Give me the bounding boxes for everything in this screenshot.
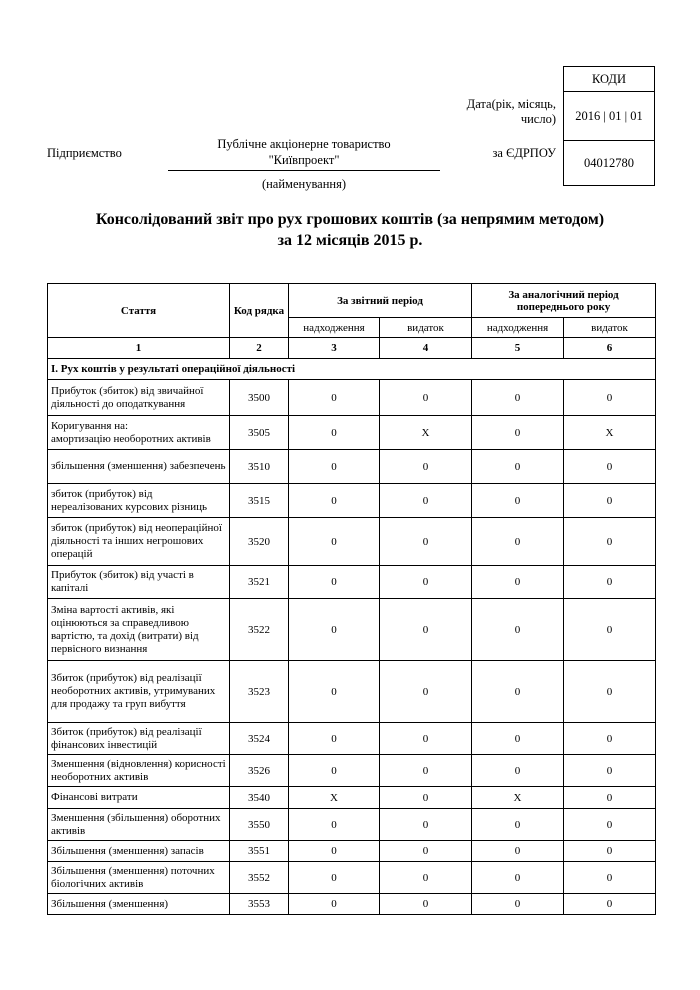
row-value: 0 xyxy=(564,809,656,841)
row-code: 3522 xyxy=(230,599,289,661)
row-value: 0 xyxy=(472,416,564,450)
table-row xyxy=(48,661,656,723)
row-value: 0 xyxy=(472,755,564,787)
row-value: 0 xyxy=(380,380,472,416)
cash-flow-table xyxy=(47,283,656,915)
table-row xyxy=(48,416,656,450)
table-row xyxy=(48,566,656,599)
column-number: 1 xyxy=(48,338,230,359)
row-value: 0 xyxy=(380,894,472,915)
row-value: 0 xyxy=(380,723,472,755)
row-value: 0 xyxy=(472,809,564,841)
row-value: 0 xyxy=(289,484,380,518)
header-reporting-period: За звітний період xyxy=(289,284,472,318)
row-value: 0 xyxy=(472,862,564,894)
row-value: 0 xyxy=(289,518,380,566)
header-code: Код рядка xyxy=(230,284,289,338)
row-value: 0 xyxy=(472,841,564,862)
row-article: Збільшення (зменшення) поточних біологічних активів xyxy=(48,862,230,894)
row-value: X xyxy=(472,787,564,809)
row-code: 3521 xyxy=(230,566,289,599)
date-value: 2016 | 01 | 01 xyxy=(564,92,655,141)
header-outflow-current: видаток xyxy=(380,318,472,338)
row-value: 0 xyxy=(564,894,656,915)
enterprise-name-line2: "Київпроект" xyxy=(268,153,340,167)
enterprise-name-line1: Публічне акціонерне товариство xyxy=(217,137,391,151)
date-label-line1: Дата(рік, місяць, xyxy=(466,97,556,111)
row-article: збільшення (зменшення) забезпечень xyxy=(48,450,230,484)
row-value: 0 xyxy=(472,894,564,915)
row-code: 3552 xyxy=(230,862,289,894)
row-value: 0 xyxy=(472,518,564,566)
row-code: 3551 xyxy=(230,841,289,862)
date-label xyxy=(420,97,556,127)
row-value: 0 xyxy=(289,809,380,841)
section-title: I. Рух коштів у результаті операційної діяльності xyxy=(48,359,656,380)
table-row xyxy=(48,450,656,484)
row-value: 0 xyxy=(472,450,564,484)
table-row xyxy=(48,841,656,862)
row-value: 0 xyxy=(380,862,472,894)
row-value: 0 xyxy=(289,723,380,755)
row-code: 3520 xyxy=(230,518,289,566)
row-article: Прибуток (збиток) від участі в капіталі xyxy=(48,566,230,599)
row-code: 3526 xyxy=(230,755,289,787)
column-number: 4 xyxy=(380,338,472,359)
row-value: 0 xyxy=(564,723,656,755)
column-number: 6 xyxy=(564,338,656,359)
row-article: Фінансові витрати xyxy=(48,787,230,809)
date-label-line2: число) xyxy=(520,112,556,126)
table-row xyxy=(48,599,656,661)
header-inflow-current: надходження xyxy=(289,318,380,338)
report-title-line2: за 12 місяців 2015 р. xyxy=(277,232,423,249)
row-article: Зменшення (відновлення) корисності необоротних активів xyxy=(48,755,230,787)
row-value: 0 xyxy=(380,599,472,661)
row-code: 3500 xyxy=(230,380,289,416)
row-value: 0 xyxy=(564,518,656,566)
row-article: Зменшення (збільшення) оборотних активів xyxy=(48,809,230,841)
row-value: 0 xyxy=(380,484,472,518)
report-title-line1: Консолідований звіт про рух грошових коштів (за непрямим методом) xyxy=(95,211,605,228)
enterprise-name xyxy=(168,136,440,168)
enterprise-label: Підприємство xyxy=(47,146,122,160)
row-article: Збільшення (зменшення) запасів xyxy=(48,841,230,862)
row-article: Зміна вартості активів, які оцінюються за справедливою вартістю, та дохід (витрати) від первісного визнання xyxy=(48,599,230,661)
row-value: X xyxy=(289,787,380,809)
header-outflow-prev: видаток xyxy=(564,318,656,338)
row-article: збиток (прибуток) від нереалізованих курсових різниць xyxy=(48,484,230,518)
table-row xyxy=(48,809,656,841)
table-row xyxy=(48,723,656,755)
row-value: 0 xyxy=(380,755,472,787)
name-caption: (найменування) xyxy=(261,177,347,191)
header-prev-period: За аналогічний період попереднього року xyxy=(472,284,656,318)
row-value: 0 xyxy=(380,450,472,484)
table-row xyxy=(48,380,656,416)
header-article: Стаття xyxy=(48,284,230,338)
row-value: 0 xyxy=(564,787,656,809)
column-numbers-row xyxy=(48,338,656,359)
row-code: 3524 xyxy=(230,723,289,755)
row-value: 0 xyxy=(289,599,380,661)
row-code: 3505 xyxy=(230,416,289,450)
row-value: 0 xyxy=(564,566,656,599)
row-article: Коригування на: амортизацію необоротних активів xyxy=(48,416,230,450)
row-value: 0 xyxy=(289,416,380,450)
row-article: Збиток (прибуток) від реалізації фінансових інвестицій xyxy=(48,723,230,755)
row-value: 0 xyxy=(472,484,564,518)
row-code: 3523 xyxy=(230,661,289,723)
row-value: 0 xyxy=(564,380,656,416)
row-value: 0 xyxy=(289,566,380,599)
row-article: Збільшення (зменшення) xyxy=(48,894,230,915)
row-value: 0 xyxy=(289,841,380,862)
row-value: 0 xyxy=(380,787,472,809)
row-value: 0 xyxy=(564,599,656,661)
row-value: 0 xyxy=(380,661,472,723)
row-value: 0 xyxy=(564,484,656,518)
row-value: 0 xyxy=(472,380,564,416)
row-code: 3515 xyxy=(230,484,289,518)
row-value: 0 xyxy=(472,661,564,723)
row-value: 0 xyxy=(472,599,564,661)
header-row-1 xyxy=(48,284,656,318)
table-row xyxy=(48,484,656,518)
column-number: 5 xyxy=(472,338,564,359)
row-value: 0 xyxy=(380,809,472,841)
row-code: 3510 xyxy=(230,450,289,484)
row-value: 0 xyxy=(564,661,656,723)
row-value: 0 xyxy=(289,755,380,787)
column-number: 3 xyxy=(289,338,380,359)
row-value: 0 xyxy=(380,518,472,566)
codes-box xyxy=(563,66,655,186)
table-row xyxy=(48,894,656,915)
row-value: 0 xyxy=(564,841,656,862)
row-value: 0 xyxy=(289,661,380,723)
row-value: X xyxy=(564,416,656,450)
row-code: 3553 xyxy=(230,894,289,915)
edrpou-label: за ЄДРПОУ xyxy=(492,146,556,160)
row-value: 0 xyxy=(289,380,380,416)
column-number: 2 xyxy=(230,338,289,359)
row-value: 0 xyxy=(472,723,564,755)
header-inflow-prev: надходження xyxy=(472,318,564,338)
row-value: X xyxy=(380,416,472,450)
row-value: 0 xyxy=(472,566,564,599)
codes-title: КОДИ xyxy=(564,67,655,92)
table-row xyxy=(48,862,656,894)
table-row xyxy=(48,518,656,566)
row-value: 0 xyxy=(289,894,380,915)
row-article: Прибуток (збиток) від звичайної діяльності до оподаткування xyxy=(48,380,230,416)
row-code: 3540 xyxy=(230,787,289,809)
row-value: 0 xyxy=(289,862,380,894)
table-row xyxy=(48,787,656,809)
row-value: 0 xyxy=(564,755,656,787)
section-row xyxy=(48,359,656,380)
row-value: 0 xyxy=(380,841,472,862)
row-value: 0 xyxy=(564,862,656,894)
row-value: 0 xyxy=(380,566,472,599)
row-value: 0 xyxy=(564,450,656,484)
row-article: Збиток (прибуток) від реалізації необоротних активів, утримуваних для продажу та груп вибуття xyxy=(48,661,230,723)
row-value: 0 xyxy=(289,450,380,484)
row-article: збиток (прибуток) від неопераційної діяльності та інших негрошових операцій xyxy=(48,518,230,566)
enterprise-underline xyxy=(168,170,440,171)
row-code: 3550 xyxy=(230,809,289,841)
edrpou-value: 04012780 xyxy=(564,141,655,186)
table-row xyxy=(48,755,656,787)
